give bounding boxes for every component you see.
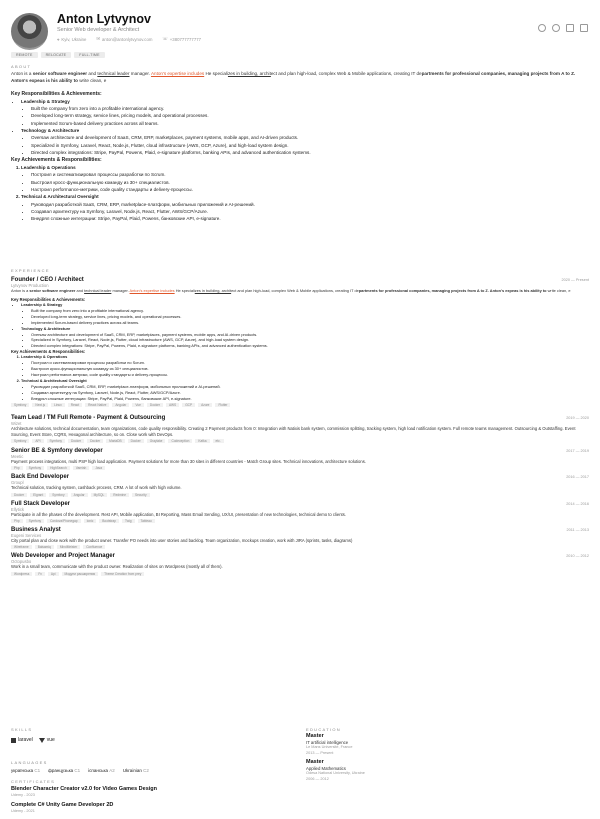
- job-list: [11, 415, 589, 576]
- stack-item: Symfony: [11, 403, 29, 407]
- key-heading: Key Responsibilities & Achievements:: [11, 297, 86, 302]
- job-entry: [11, 527, 589, 549]
- stack-item: Azure: [198, 403, 212, 407]
- stack-item: Cordova/Phonegap: [47, 519, 80, 523]
- stack-item: Wordpress: [11, 572, 32, 576]
- location: ⌖ Kyiv, Ukraine: [57, 36, 87, 42]
- tech-stack: [11, 545, 589, 549]
- twitter-icon[interactable]: [580, 24, 588, 32]
- job-title: Team Lead / TM Full Remote - Payment & Outsourcing: [11, 414, 166, 421]
- language-item: [11, 768, 40, 773]
- tech-stack: [11, 466, 589, 470]
- list-item: • Directed complex integrations: Stripe, PayPal, Powens, Plaid, e-signature platforms, banking APIs, and advanced authentication systems.: [31, 149, 589, 156]
- social-links: [538, 24, 588, 32]
- stack-item: MySQL: [91, 493, 108, 497]
- certificate-name: Complete C# Unity Game Developer 2D: [11, 802, 114, 808]
- language-level: C2: [143, 768, 149, 773]
- certificate-org: Udemy - 2023: [11, 793, 35, 797]
- group-technology: • Technology & Architecture • Oversaw architecture and development of SaaS, CRM, ERP, marketplaces, payment systems, mobile apps, and AI-driven products. • Specialized in Symfony, Laravel, React, Node.js, Flutter, cloud infrastructure (AWS, GCP, Azure), and high-load system design. • Directed complex integrations: Stripe, PayPal, Powens, Plaid, e-signature platforms, banking APIs, and advanced authentication systems.: [21, 127, 589, 156]
- job-title: Full Stack Developer: [11, 500, 71, 507]
- tag-fulltime: FULL-TIME: [74, 52, 104, 58]
- stack-item: React Native: [85, 403, 109, 407]
- stack-item: Api: [48, 572, 59, 576]
- job-company: Lytvynov Production: [11, 283, 49, 288]
- group-list: [11, 98, 589, 156]
- list-item: • Построил и систематизировал процессы разработки по Scrum.: [31, 360, 589, 366]
- job-dates: 2020 — Present: [561, 278, 589, 282]
- stack-item: Security: [132, 493, 150, 497]
- stack-item: Php: [11, 466, 23, 470]
- language-item: [123, 768, 149, 773]
- stack-item: Tableau: [138, 519, 155, 523]
- education-entry: [306, 734, 589, 756]
- stack-item: etc.: [213, 439, 224, 443]
- group-list: [11, 302, 589, 349]
- tech-stack: [11, 519, 589, 523]
- laravel-icon: [11, 738, 16, 743]
- stack-item: Symfony: [49, 493, 67, 497]
- job-company: Octopusbo: [11, 559, 32, 565]
- job-company: Meetic: [11, 454, 24, 460]
- education-title: EDUCATION: [306, 727, 341, 732]
- job-description: Architecture solutions, technical documentation, team organizations, code quality responsibility. Creating 2 Payment products from 0: Integration with Natixis bank system, commission splitting, tracking system, high load notification system. Full remote teams management. Outsourcing & Outstaffing. Event Sourcing, Event Store, CQRS, Hexagonal architecture, so on. Close work with DevOps.: [11, 425, 576, 437]
- phone-icon: ☏: [162, 36, 168, 41]
- group-oversight: 2. Technical & Architectural Oversight • Руководил разработкой SaaS, CRM, ERP, marketplace-платформ, мобильных приложений и AI-решений. • Создавал архитектуру на Symfony, Laravel, Node.js, React, Flutter, AWS/GCP/Azure. • Внедрял сложные интеграции: Stripe, PayPal, Plaid, Powens, банковские API, e-signature.: [21, 193, 589, 222]
- stack-item: Confluence: [83, 545, 105, 549]
- list-item: • Построил и систематизировал процессы разработки по Scrum.: [31, 171, 589, 178]
- list-item: • Руководил разработкой SaaS, CRM, ERP, marketplace-платформ, мобильных приложений и AI-решений.: [31, 384, 589, 390]
- stack-item: Bootstrap: [99, 519, 119, 523]
- education-section: [306, 727, 589, 782]
- job-dates: 2010 — 2012: [566, 554, 589, 559]
- stack-item: Symfony: [47, 439, 65, 443]
- job-intro: Anton is a senior software engineer and technical leader manager. Anton's expertise includes He specializes in building, architect and plan high-load, complex Web & Mobile applications, creating IT departments for professional companies, managing projects from A to Z. Anton's expeas is his ability to write clean, e: [11, 288, 571, 293]
- certificates-title: CERTIFICATES: [11, 779, 56, 784]
- list-item: • Создавал архитектуру на Symfony, Laravel, Node.js, React, Flutter, AWS/GCP/Azure.: [31, 208, 589, 215]
- stack-item: Docker: [128, 439, 144, 443]
- stack-item: Docker: [11, 493, 27, 497]
- stack-item: Linux: [51, 403, 65, 407]
- stack-item: Angular: [71, 493, 88, 497]
- job-description: City portal plan and close work with the product owner. Transfer PO needs into user stories and backlog. Team organization, mockups creation, work with JIRA (sprints, tasks, diagrams): [11, 537, 353, 543]
- job-dates: 2016 — 2017: [566, 475, 589, 480]
- edu-dates: 2013 — Present: [306, 750, 334, 755]
- language-name: українська: [11, 768, 34, 773]
- job-company: Eugeni Services: [11, 532, 42, 538]
- list-item: • Создавал архитектуру на Symfony, Laravel, Node.js, React, Flutter, AWS/GCP/Azure.: [31, 390, 589, 396]
- field: IT artificial intelligence: [306, 739, 349, 745]
- job-entry: [11, 553, 589, 575]
- degree: Master: [306, 733, 324, 739]
- language-name: іспанська: [88, 768, 109, 773]
- job-title: Business Analyst: [11, 526, 61, 533]
- vue-icon: [39, 738, 45, 743]
- job-title: Senior BE & Symfony developer: [11, 448, 103, 455]
- contact-meta: [57, 36, 201, 42]
- tech-stack: [11, 572, 589, 576]
- language-item: [48, 768, 80, 773]
- stack-item: Java: [92, 466, 105, 470]
- job-title: Back End Developer: [11, 474, 70, 481]
- list-item: • Built the company from zero into a profitable international agency.: [31, 105, 589, 112]
- about-intro: Anton is a senior software engineer and technical leader manager. Anton's expertise includes He specializes in building, architect and plan high-load, complex Web & Mobile applications, creating IT departments for professional companies, managing projects from A to Z. Anton's expeas is his ability to write clean, e: [11, 71, 576, 84]
- key-heading: Key Responsibilities & Achievements:: [11, 90, 102, 97]
- stack-item: Symfony: [11, 439, 29, 443]
- work-preferences: [11, 52, 105, 58]
- job-title: Web Developer and Project Manager: [11, 553, 115, 560]
- stack-item: Symfony: [26, 466, 44, 470]
- stack-item: Elgrant: [30, 493, 46, 497]
- tag-relocate: RELOCATE: [41, 52, 72, 58]
- language-level: C1: [34, 768, 41, 773]
- group-leadership: • Leadership & Strategy • Built the company from zero into a profitable international agency. • Developed long-term strategy, service lines, pricing models, and operational processes. • Implemented Scrum-based delivery practices across all teams.: [21, 302, 589, 326]
- list-item: • Specialized in Symfony, Laravel, React, Node.js, Flutter, cloud infrastructure (AWS, GCP, Azure), and high-load system design.: [31, 337, 589, 343]
- group-leadership: • Leadership & Strategy • Built the company from zero into a profitable international agency. • Developed long-term strategy, service lines, pricing models, and operational processes. • Implemented Scrum-based delivery practices across all teams.: [21, 98, 589, 127]
- stack-item: React: [68, 403, 82, 407]
- tech-stack: [11, 439, 589, 443]
- degree: Master: [306, 759, 324, 765]
- job-founder: [11, 277, 589, 407]
- job-dates: 2019 — 2020: [566, 415, 589, 420]
- languages-title: LANGUAGES: [11, 760, 48, 765]
- job-entry: [11, 448, 589, 470]
- job-description: Technical solution, tracking system, cashback process, CRM. A lot of work with high volume.: [11, 485, 182, 491]
- list-item: • Developed long-term strategy, service lines, pricing models, and operational processes.: [31, 112, 589, 119]
- job-company: Ellytick: [11, 506, 25, 512]
- job-description: Payment process integrations, multi PSP high load application. Payment solutions for more than 30 sites in different countries - Match Group sites. Technical innovations, architecture solutions.: [11, 459, 366, 465]
- school: Le Mans Université, France: [306, 745, 353, 749]
- stack-item: Twig: [122, 519, 135, 523]
- list-item: • Настроил performance-метрики, code quality стандарты и delivery-процессы.: [31, 186, 589, 193]
- ru-group-list: [11, 354, 589, 401]
- language-item: [88, 768, 115, 773]
- list-item: • Выстроил кросс-функциональную команду из 30+ специалистов.: [31, 366, 589, 372]
- job-entry: [11, 415, 589, 444]
- list-item: • Built the company from zero into a profitable international agency.: [31, 308, 589, 314]
- language-level: C1: [74, 768, 81, 773]
- list-item: • Directed complex integrations: Stripe, PayPal, Powens, Plaid, e-signature platforms, banking APIs, and advanced authentication systems.: [31, 343, 589, 349]
- mail-icon: ✉: [96, 36, 101, 41]
- stack-item: MindMeister: [57, 545, 80, 549]
- stack-item: Модули расширения: [62, 572, 99, 576]
- field: Applied Mathematics: [306, 765, 346, 771]
- list-item: • Внедрял сложные интеграции: Stripe, PayPal, Plaid, Powens, банковские API, e-signature.: [31, 215, 589, 222]
- stack-item: API: [32, 439, 43, 443]
- list-item: • Выстроил кросс-функциональную команду из 30+ специалистов.: [31, 179, 589, 186]
- stack-item: Next.js: [32, 403, 48, 407]
- experience-title: EXPERIENCE: [11, 268, 50, 273]
- certificate-name: Blender Character Creator v2.0 for Video Games Design: [11, 786, 158, 792]
- candidate-name: Anton Lytvynov: [57, 12, 151, 26]
- stack-item: GCP: [182, 403, 195, 407]
- group-operations: 1. Leadership & Operations • Построил и систематизировал процессы разработки по Scrum. • Выстроил кросс-функциональную команду из 30+ специалистов. • Настроил performance-метрики, code quality стандарты и delivery-процессы.: [21, 354, 589, 378]
- tech-stack: [11, 493, 589, 497]
- language-name: Ukrainian: [122, 768, 142, 773]
- list-item: • Implemented Scrum-based delivery practices across all teams.: [31, 320, 589, 326]
- stack-item: Docker: [87, 439, 103, 443]
- stack-item: Graylake: [147, 439, 166, 443]
- list-item: • Implemented Scrum-based delivery practices across all teams.: [31, 120, 589, 127]
- stack-item: Php: [11, 519, 23, 523]
- job-description: Participate in all the phases of the development. Rest API, Mobile application, BI Reporting, Mass Email Sending, UX/UI, presentation of new technologies, technical demo to clients.: [11, 511, 346, 517]
- stack-item: Angular: [112, 403, 129, 407]
- list-item: • Developed long-term strategy, service lines, pricing models, and operational processes.: [31, 314, 589, 320]
- candidate-role: Senior Web developer & Architect: [57, 27, 140, 33]
- stack-item: AWS: [166, 403, 179, 407]
- certificate-entry: [11, 786, 291, 798]
- skills-list: [11, 737, 291, 743]
- certificates-list: [11, 786, 291, 814]
- stack-item: Kafka: [195, 439, 209, 443]
- stack-item: MariaDB: [106, 439, 124, 443]
- stack-item: Wireframe: [11, 545, 32, 549]
- skills-title: SKILLS: [11, 727, 33, 732]
- list-item: • Руководил разработкой SaaS, CRM, ERP, marketplace-платформ, мобильных приложений и AI-решений.: [31, 201, 589, 208]
- stack-item: Flutter: [215, 403, 230, 407]
- pin-icon: ⌖: [57, 36, 60, 42]
- list-item: • Внедрял сложные интеграции: Stripe, PayPal, Plaid, Powens, банковские API, e-signature.: [31, 396, 589, 402]
- list-item: • Specialized in Symfony, Laravel, React, Node.js, Flutter, cloud infrastructure (AWS, GCP, Azure), and high-load system design.: [31, 142, 589, 149]
- stack-item: Theme Creation from prey: [101, 572, 144, 576]
- skills-section: [11, 727, 291, 814]
- stack-item: Balsamiq: [35, 545, 54, 549]
- list-item: • Oversaw architecture and development of SaaS, CRM, ERP, marketplaces, payment systems, mobile apps, and AI-driven products.: [31, 332, 589, 338]
- expertise-link[interactable]: Anton's expertise includes: [129, 288, 175, 293]
- avatar: [11, 13, 48, 50]
- edu-dates: 2006 — 2012: [306, 776, 329, 781]
- stack-item: Codeception: [168, 439, 192, 443]
- job-dates: 2017 — 2019: [566, 449, 589, 454]
- phone[interactable]: ☏ +380777777777: [162, 36, 201, 42]
- about-section: [11, 64, 589, 223]
- group-operations: 1. Leadership & Operations • Построил и систематизировал процессы разработки по Scrum. • Выстроил кросс-функциональную команду из 30+ специалистов. • Настроил performance-метрики, code quality стандарты и delivery-процессы.: [21, 164, 589, 193]
- tech-stack: [11, 403, 589, 407]
- education-entry: [306, 760, 589, 782]
- list-item: • Настроил performance-метрики, code quality стандарты и delivery-процессы.: [31, 372, 589, 378]
- stack-item: Vue: [132, 403, 144, 407]
- skill-item: vue: [39, 737, 55, 743]
- stack-item: Ionic: [84, 519, 97, 523]
- certificate-entry: [11, 802, 291, 814]
- stack-item: HighSearch: [47, 466, 70, 470]
- experience-section: [11, 268, 589, 576]
- stack-item: Docker: [68, 439, 84, 443]
- language-name: французька: [48, 768, 74, 773]
- ru-group-list: [11, 164, 589, 222]
- github-icon[interactable]: [552, 24, 560, 32]
- job-company: Wizet: [11, 420, 22, 426]
- key-heading-2: Key Achievements & Responsibilities:: [11, 157, 102, 164]
- job-dates: 2011 — 2013: [566, 527, 589, 532]
- key-heading-2: Key Achievements & Responsibilities:: [11, 349, 86, 355]
- language-level: A2: [109, 768, 115, 773]
- email[interactable]: ✉ anton@antonlytvynov.com: [96, 36, 153, 42]
- stack-item: Redmine: [110, 493, 129, 497]
- linkedin-icon[interactable]: [566, 24, 574, 32]
- job-title: Founder / CEO / Architect: [11, 277, 84, 283]
- job-description: Work in a small team, communicate with the product owner. Realization of sites on Wordpress (mostly all of them).: [11, 564, 223, 570]
- job-company: Groupl: [11, 480, 24, 486]
- school: Odesa National University, Ukraine: [306, 771, 365, 775]
- languages-list: [11, 768, 291, 773]
- job-entry: [11, 474, 589, 496]
- tag-remote: REMOTE: [11, 52, 38, 58]
- stack-item: Symfony: [26, 519, 44, 523]
- list-item: • Oversaw architecture and development of SaaS, CRM, ERP, marketplaces, payment systems, mobile apps, and AI-driven products.: [31, 134, 589, 141]
- skill-item: laravel: [11, 737, 33, 743]
- stack-item: Fx: [35, 572, 45, 576]
- about-title: ABOUT: [11, 64, 32, 69]
- expertise-link[interactable]: Anton's expertise includes: [150, 71, 205, 76]
- stack-item: Docker: [147, 403, 163, 407]
- certificate-org: Udemy - 2021: [11, 809, 35, 813]
- group-technology: • Technology & Architecture • Oversaw architecture and development of SaaS, CRM, ERP, marketplaces, payment systems, mobile apps, and AI-driven products. • Specialized in Symfony, Laravel, React, Node.js, Flutter, cloud infrastructure (AWS, GCP, Azure), and high-load system design. • Directed complex integrations: Stripe, PayPal, Powens, Plaid, e-signature platforms, banking APIs, and advanced authentication systems.: [21, 326, 589, 350]
- job-dates: 2014 — 2016: [566, 501, 589, 506]
- stack-item: Varnish: [73, 466, 90, 470]
- education-list: [306, 734, 589, 782]
- globe-icon[interactable]: [538, 24, 546, 32]
- group-oversight: 2. Technical & Architectural Oversight • Руководил разработкой SaaS, CRM, ERP, marketplace-платформ, мобильных приложений и AI-решений. • Создавал архитектуру на Symfony, Laravel, Node.js, React, Flutter, AWS/GCP/Azure. • Внедрял сложные интеграции: Stripe, PayPal, Plaid, Powens, банковские API, e-signature.: [21, 378, 589, 402]
- job-entry: [11, 501, 589, 523]
